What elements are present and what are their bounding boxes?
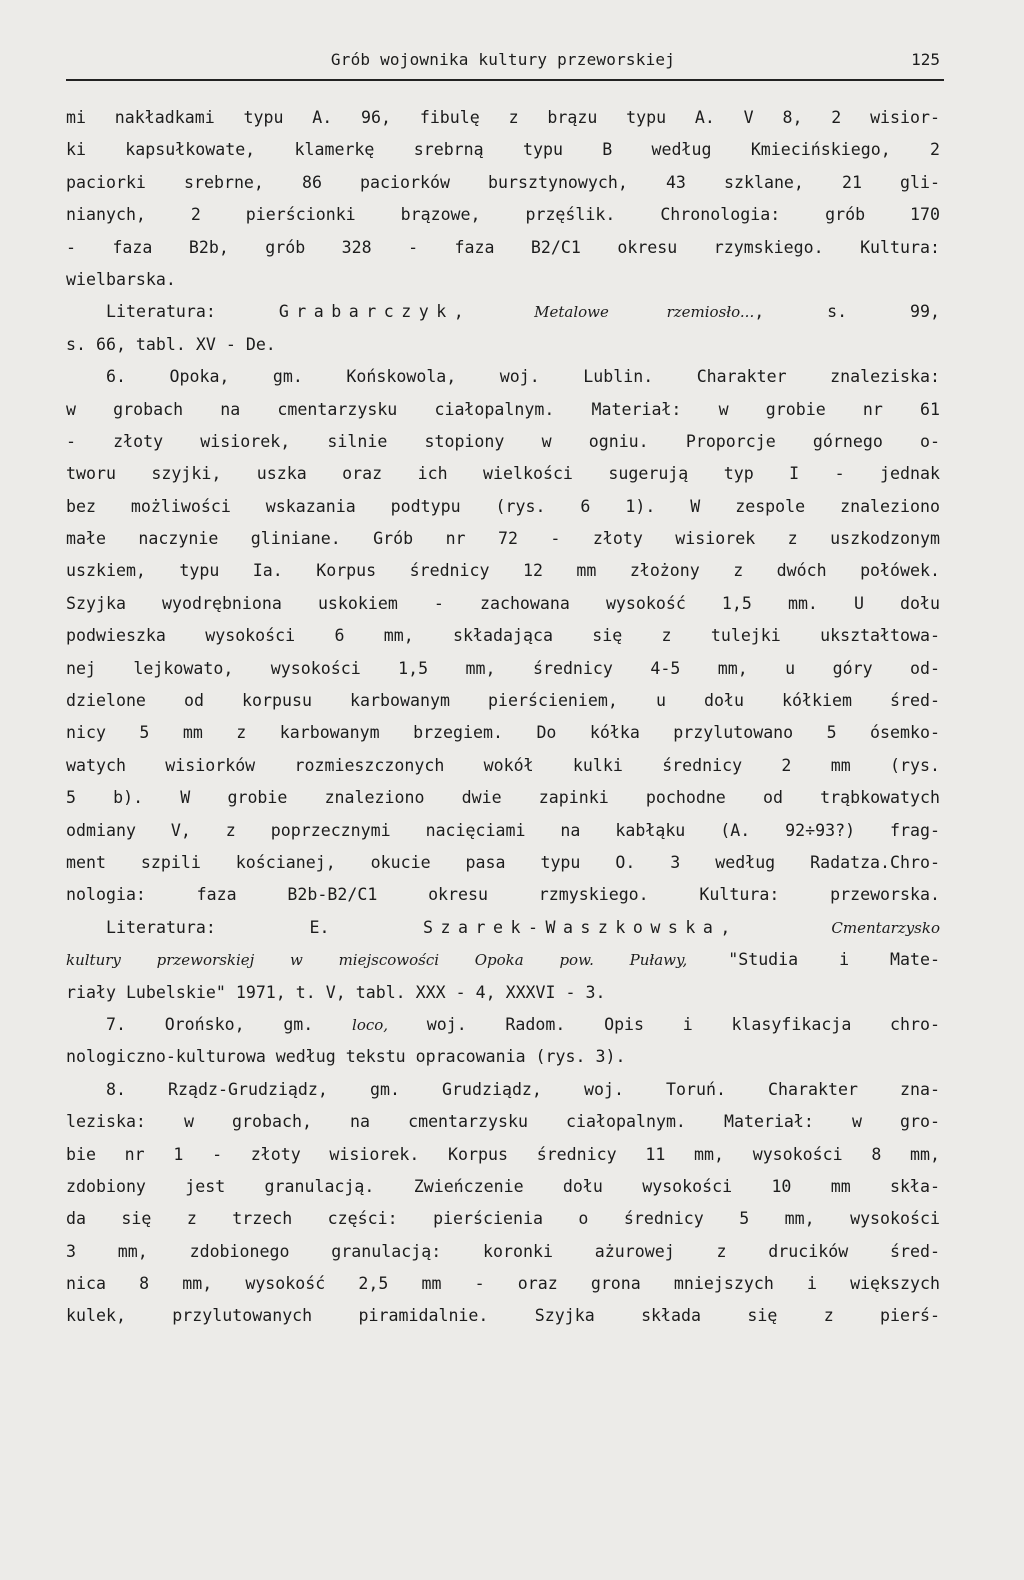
text-line	[66, 426, 940, 458]
text-line	[66, 1041, 940, 1073]
spaced-author-name: Szarek-Waszkowska,	[423, 917, 738, 937]
text-line	[66, 653, 940, 685]
text-segment: 7. Orońsko, gm.	[106, 1014, 353, 1034]
italic-text: loco,	[352, 1015, 389, 1034]
text-line	[66, 394, 940, 426]
text-segment: 5 b). W grobie znaleziono dwie zapinki pochodne od trąbkowatych	[66, 788, 940, 808]
text-line	[66, 199, 940, 231]
header-title: Grób wojownika kultury przeworskiej	[330, 50, 676, 69]
text-segment: uszkiem, typu Ia. Korpus średnicy 12 mm złożony z dwóch połówek.	[66, 561, 940, 581]
text-line	[66, 847, 940, 879]
text-line	[66, 588, 940, 620]
text-segment: nologia: faza B2b-B2/C1 okresu rzmyskiego. Kultura: przeworska.	[66, 885, 940, 905]
text-line	[66, 329, 940, 361]
text-line	[66, 685, 940, 717]
text-segment: w grobach na cmentarzysku ciałopalnym. Materiał: w grobie nr 61	[66, 399, 940, 419]
running-header	[66, 50, 940, 78]
text-line	[66, 555, 940, 587]
text-line	[66, 296, 940, 328]
text-segment: nologiczno-kulturowa według tekstu opracowania (rys. 3).	[66, 1047, 626, 1067]
text-line	[66, 750, 940, 782]
text-line	[66, 620, 940, 652]
text-segment: riały Lubelskie" 1971, t. V, tabl. XXX - 4, XXXVI - 3.	[66, 982, 606, 1002]
text-segment: 6. Opoka, gm. Końskowola, woj. Lublin. Charakter znaleziska:	[106, 367, 940, 387]
text-segment: nica 8 mm, wysokość 2,5 mm - oraz grona mniejszych i większych	[66, 1274, 940, 1294]
text-segment: , s. 99,	[754, 302, 940, 322]
text-segment: - faza B2b, grób 328 - faza B2/C1 okresu rzymskiego. Kultura:	[66, 237, 940, 257]
text-line	[66, 1139, 940, 1171]
text-segment: małe naczynie gliniane. Grób nr 72 - złoty wisiorek z uszkodzonym	[66, 529, 940, 549]
text-line	[66, 232, 940, 264]
text-line	[66, 879, 940, 911]
text-line	[66, 1268, 940, 1300]
italic-text: kultury przeworskiej w miejscowości Opoka pow. Puławy,	[66, 951, 688, 970]
text-line	[66, 1300, 940, 1332]
text-segment: watych wisiorków rozmieszczonych wokół kulki średnicy 2 mm (rys.	[66, 755, 940, 775]
text-line	[66, 1203, 940, 1235]
text-segment: zdobiony jest granulacją. Zwieńczenie dołu wysokości 10 mm skła-	[66, 1176, 940, 1196]
text-segment	[471, 302, 534, 321]
text-line	[66, 264, 940, 296]
text-line	[66, 134, 940, 166]
text-segment: da się z trzech części: pierścienia o średnicy 5 mm, wysokości	[66, 1209, 940, 1229]
text-segment: s. 66, tabl. XV - De.	[66, 334, 276, 354]
text-line	[66, 717, 940, 749]
text-segment: nej lejkowato, wysokości 1,5 mm, średnicy 4-5 mm, u góry od-	[66, 658, 940, 678]
text-segment	[738, 918, 832, 937]
text-line	[66, 912, 940, 944]
text-segment: - złoty wisiorek, silnie stopiony w ogniu. Proporcje górnego o-	[66, 431, 940, 451]
text-line	[66, 977, 940, 1009]
text-line	[66, 944, 940, 976]
text-line	[66, 167, 940, 199]
text-segment: wielbarska.	[66, 269, 176, 289]
text-line	[66, 815, 940, 847]
page-number: 125	[911, 50, 940, 69]
text-line	[66, 361, 940, 393]
text-segment: woj. Radom. Opis i klasyfikacja chro-	[388, 1014, 940, 1034]
text-line	[66, 1106, 940, 1138]
italic-text: Metalowe rzemiosło...	[534, 303, 755, 322]
text-line	[66, 491, 940, 523]
text-segment: nianych, 2 pierścionki brązowe, przęślik. Chronologia: grób 170	[66, 205, 940, 225]
text-segment: ment szpili kościanej, okucie pasa typu O. 3 według Radatza.Chro-	[66, 852, 940, 872]
text-segment: 8. Rządz-Grudziądz, gm. Grudziądz, woj. Toruń. Charakter zna-	[106, 1079, 940, 1099]
text-segment: "Studia i Mate-	[687, 950, 940, 970]
text-segment: bez możliwości wskazania podtypu (rys. 6 1). W zespole znaleziono	[66, 496, 940, 516]
text-segment: paciorki srebrne, 86 paciorków bursztynowych, 43 szklane, 21 gli-	[66, 172, 940, 192]
text-line	[66, 1171, 940, 1203]
text-segment: ki kapsułkowate, klamerkę srebrną typu B według Kmiecińskiego, 2	[66, 140, 940, 160]
text-segment: nicy 5 mm z karbowanym brzegiem. Do kółka przylutowano 5 ósemko-	[66, 723, 940, 743]
spaced-author-name: Grabarczyk,	[278, 302, 472, 322]
italic-text: Cmentarzysko	[831, 918, 940, 937]
text-line	[66, 782, 940, 814]
body-text	[66, 102, 940, 1333]
header-rule	[66, 79, 944, 81]
text-segment: dzielone od korpusu karbowanym pierścieniem, u dołu kółkiem śred-	[66, 691, 940, 711]
text-segment: Literatura: E.	[106, 917, 424, 937]
text-line	[66, 523, 940, 555]
text-line	[66, 1236, 940, 1268]
text-segment: Literatura:	[106, 302, 279, 322]
text-segment: leziska: w grobach, na cmentarzysku ciałopalnym. Materiał: w gro-	[66, 1112, 940, 1132]
text-line	[66, 1074, 940, 1106]
text-segment: 3 mm, zdobionego granulacją: koronki ażurowej z drucików śred-	[66, 1241, 940, 1261]
text-line	[66, 1009, 940, 1041]
text-segment: podwieszka wysokości 6 mm, składająca się z tulejki ukształtowa-	[66, 626, 940, 646]
text-segment: odmiany V, z poprzecznymi nacięciami na kabłąku (A. 92÷93?) frag-	[66, 820, 940, 840]
text-segment: bie nr 1 - złoty wisiorek. Korpus średnicy 11 mm, wysokości 8 mm,	[66, 1144, 940, 1164]
text-line	[66, 102, 940, 134]
text-segment: mi nakładkami typu A. 96, fibulę z brązu typu A. V 8, 2 wisior-	[66, 108, 940, 127]
text-line	[66, 458, 940, 490]
text-segment: kulek, przylutowanych piramidalnie. Szyjka składa się z pierś-	[66, 1306, 940, 1326]
text-segment: Szyjka wyodrębniona uskokiem - zachowana wysokość 1,5 mm. U dołu	[66, 593, 940, 613]
text-segment: tworu szyjki, uszka oraz ich wielkości sugerują typ I - jednak	[66, 464, 940, 484]
